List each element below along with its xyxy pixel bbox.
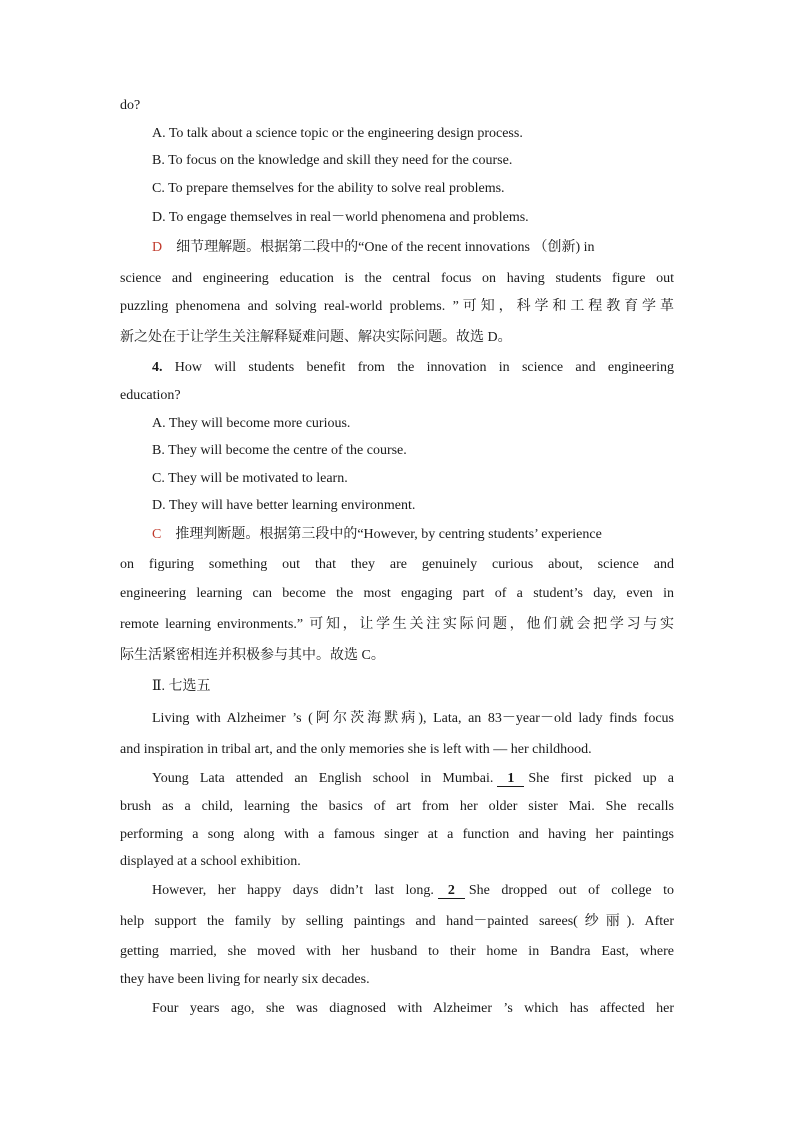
passage-p2-line-4: displayed at a school exhibition. — [120, 854, 301, 869]
passage-p3-line-4: they have been living for nearly six decades. — [120, 972, 370, 987]
q4-explanation-line-3: engineering learning can become the most engaging part of a student’s day, even in — [120, 586, 674, 601]
section-title: Ⅱ. 七选五 — [152, 679, 211, 694]
q3-explanation-line-2: science and engineering education is the central focus on having students figure out — [120, 271, 674, 286]
passage-p2-line-1: Young Lata attended an English school in Mumbai. 1 She first picked up a — [152, 771, 674, 786]
q4-answer-letter: C — [152, 527, 162, 542]
q4-stem-line-1: 4. How will students benefit from the innovation in science and engineering — [152, 360, 674, 375]
question-3-tail: do? — [120, 98, 141, 113]
passage-p1-line-1: Living with Alzheimer ’s (阿尔茨海默病), Lata, an 83－year－old lady finds focus — [152, 711, 674, 726]
q3-answer-letter: D — [152, 240, 163, 255]
passage-p3-line-1: However, her happy days didn’t last long. 2 She dropped out of college to — [152, 883, 674, 898]
q4-number: 4. — [152, 360, 163, 375]
passage-p4-line-1: Four years ago, she was diagnosed with Alzheimer ’s which has affected her — [152, 1001, 674, 1016]
blank-1[interactable]: 1 — [497, 772, 524, 787]
q3-option-b: B. To focus on the knowledge and skill they need for the course. — [152, 153, 513, 168]
q3-option-c: C. To prepare themselves for the ability to solve real problems. — [152, 181, 505, 196]
q3-explanation-line-4: 新之处在于让学生关注解释疑难问题、解决实际问题。故选 D。 — [120, 330, 512, 345]
q4-explanation-line-2: on figuring something out that they are genuinely curious about, science and — [120, 557, 674, 572]
passage-p2-line-2: brush as a child, learning the basics of art from her older sister Mai. She recalls — [120, 799, 674, 814]
q3-explanation-line-1: D 细节理解题。根据第二段中的“One of the recent innovations （创新) in — [152, 240, 595, 255]
q4-explanation-line-4: remote learning environments.” 可知，让学生关注实际问题，他们就会把学习与实 — [120, 617, 674, 632]
blank-2[interactable]: 2 — [438, 884, 465, 899]
q4-option-c: C. They will be motivated to learn. — [152, 471, 348, 486]
passage-p2-line-3: performing a song along with a famous singer at a function and having her paintings — [120, 827, 674, 842]
passage-p3-line-3: getting married, she moved with her husband to their home in Bandra East, where — [120, 944, 674, 959]
q4-explanation-line-5: 际生活紧密相连并积极参与其中。故选 C。 — [120, 648, 385, 663]
passage-p3-line-2: help support the family by selling paintings and hand－painted sarees(纱丽). After — [120, 914, 674, 929]
q4-stem-line-2: education? — [120, 388, 181, 403]
q4-explanation-line-1: C 推理判断题。根据第三段中的“However, by centring students’ experience — [152, 527, 602, 542]
passage-p1-line-2: and inspiration in tribal art, and the only memories she is left with — her childhood. — [120, 742, 592, 757]
q4-option-b: B. They will become the centre of the course. — [152, 443, 407, 458]
q4-option-a: A. They will become more curious. — [152, 416, 351, 431]
q3-option-a: A. To talk about a science topic or the engineering design process. — [152, 126, 523, 141]
q3-explanation-line-3: puzzling phenomena and solving real-world problems. ”可知，科学和工程教育学革 — [120, 299, 674, 314]
q4-option-d: D. They will have better learning environment. — [152, 498, 416, 513]
q3-option-d: D. To engage themselves in real－world phenomena and problems. — [152, 210, 529, 225]
